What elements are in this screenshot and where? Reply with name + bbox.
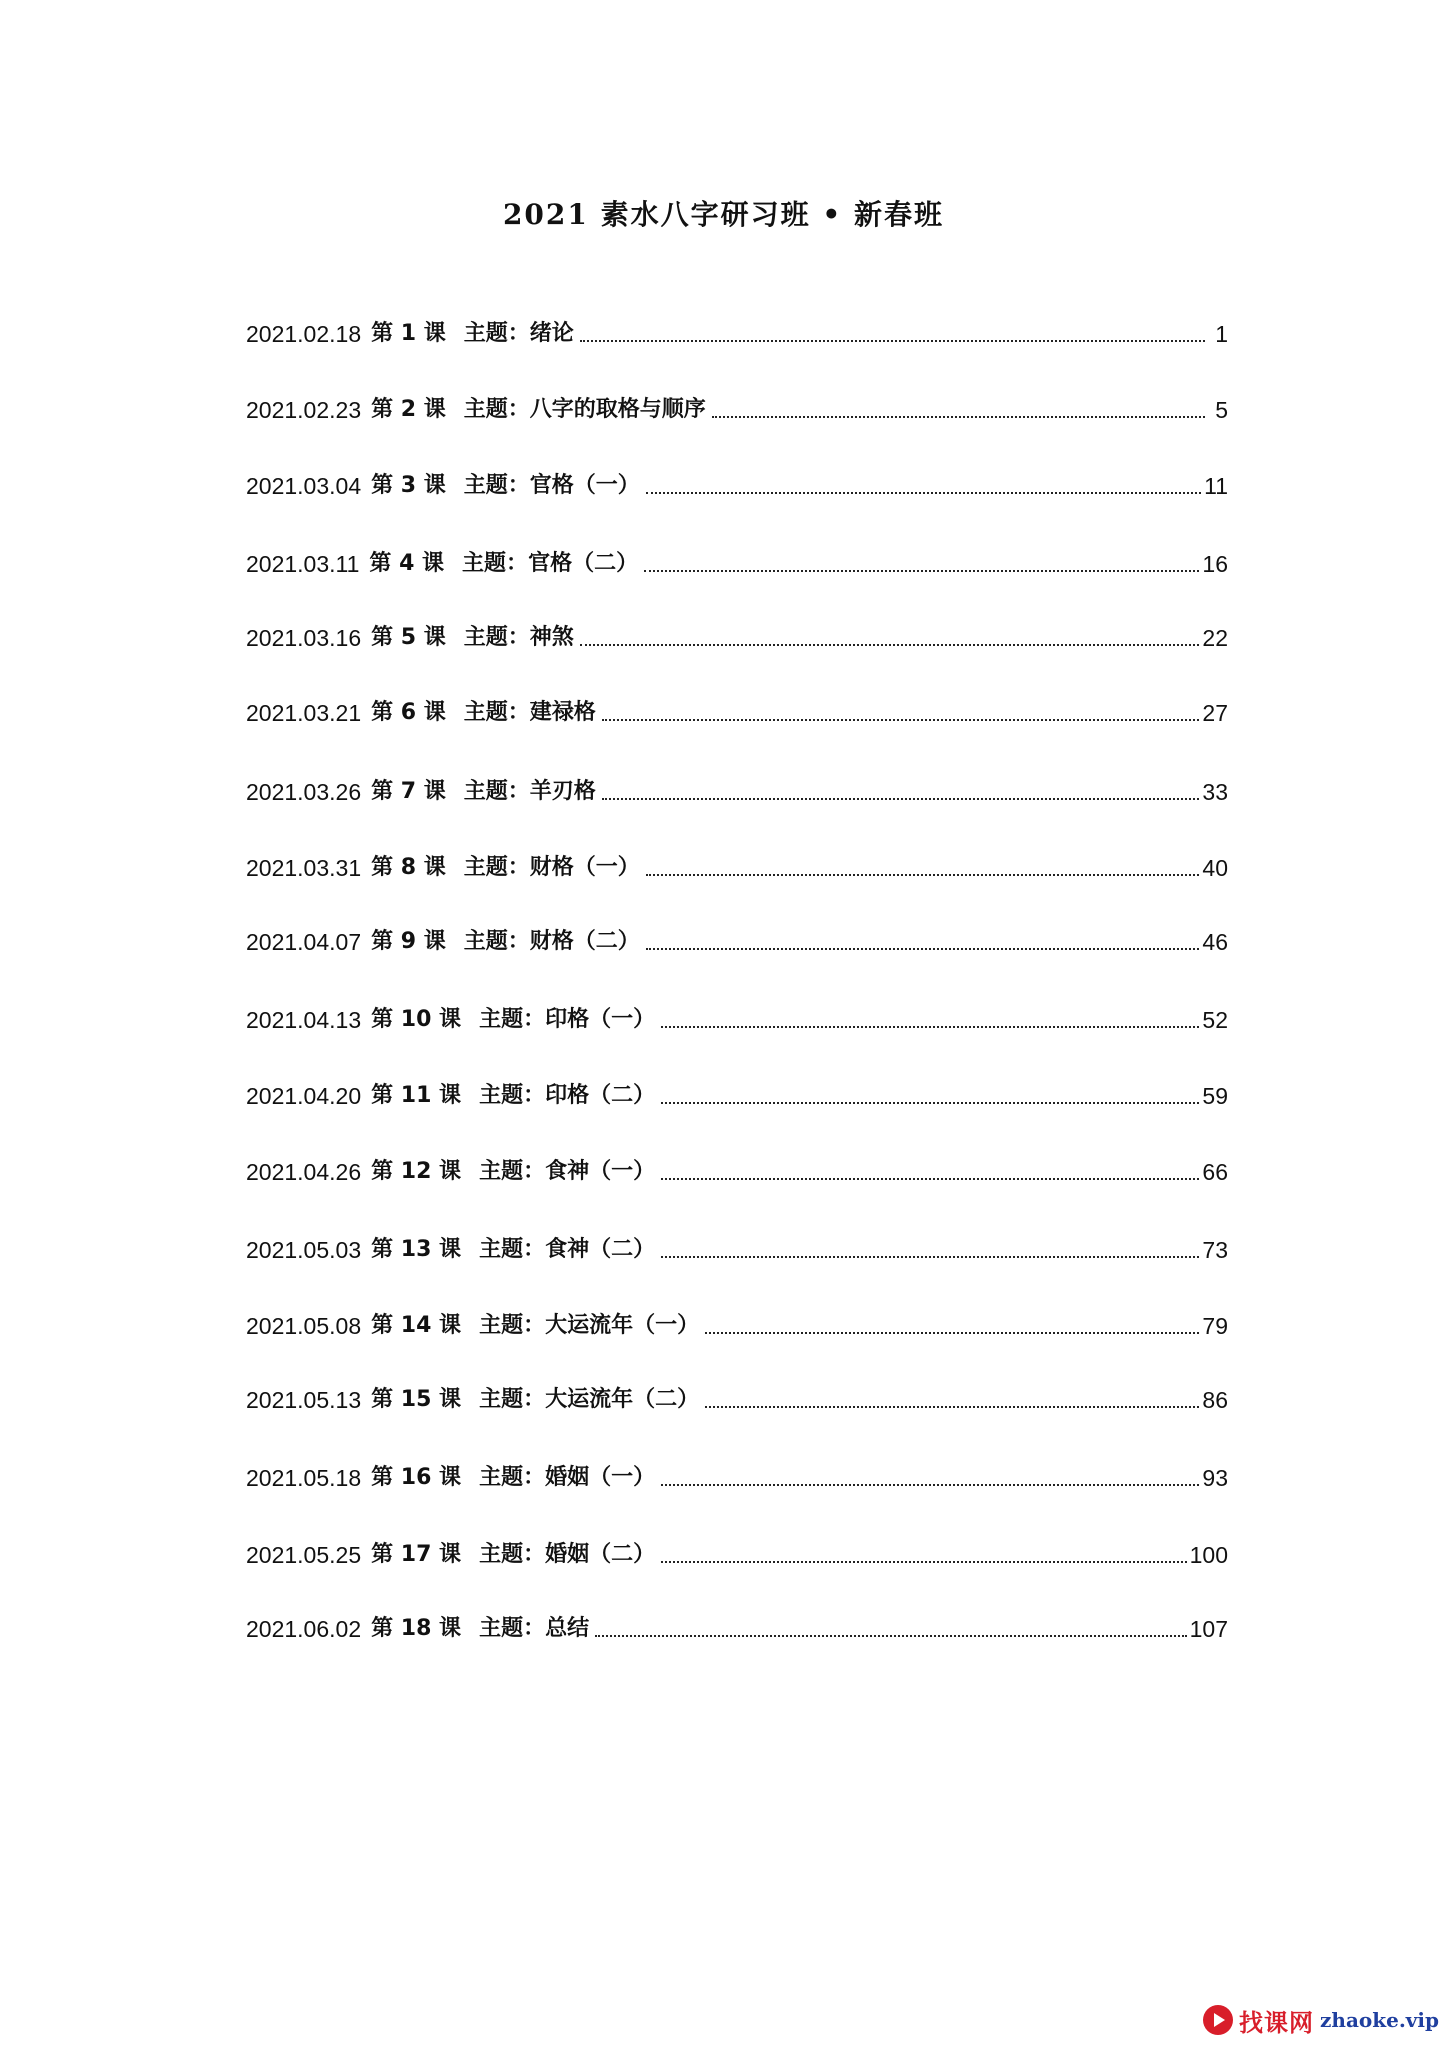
toc-entry-page-number: 86 [1202,1387,1228,1413]
toc-entry-page-number: 79 [1202,1313,1228,1339]
toc-entry-lesson: 第 3 课 [371,473,446,498]
toc-entry-leader-dots [646,873,1200,876]
toc-entry-lesson: 第 10 课 [371,1007,462,1032]
toc-entry-leader-dots [644,569,1199,572]
toc-entry-topic: 婚姻（一） [545,1465,656,1490]
toc-entry[interactable] [246,924,1228,956]
watermark-text-cn: 找课网 [1239,2008,1315,2037]
toc-entry-topic-label: 主题： [463,700,530,725]
toc-entry-leader-dots [712,415,1205,418]
toc-entry-topic: 大运流年（二） [545,1387,700,1412]
toc-entry-lesson: 第 9 课 [371,929,446,954]
toc-entry-topic: 大运流年（一） [545,1313,700,1338]
toc-entry-leader-dots [580,643,1200,646]
toc-entry-date: 2021.05.25 [246,1542,362,1568]
toc-entry-leader-dots [646,491,1201,494]
toc-entry[interactable] [246,1308,1228,1340]
toc-entry-lesson: 第 4 课 [369,551,445,576]
toc-entry-page-number: 52 [1202,1007,1228,1033]
toc-entry-topic: 财格（二） [529,929,640,954]
toc-entry-page-number: 66 [1202,1159,1228,1185]
toc-entry-topic: 食神（一） [545,1159,656,1184]
toc-entry-date: 2021.03.04 [246,473,362,499]
toc-entry-date: 2021.03.11 [246,551,360,577]
toc-entry[interactable] [246,392,1228,424]
toc-entry-page-number: 5 [1215,397,1228,423]
toc-entry[interactable] [246,620,1228,652]
toc-entry-topic: 婚姻（二） [545,1542,656,1567]
toc-entry-page-number: 46 [1202,929,1228,955]
toc-entry[interactable] [246,850,1228,882]
toc-entry-topic: 神煞 [529,625,574,650]
toc-entry-lesson: 第 16 课 [371,1465,462,1490]
toc-entry-topic: 印格（二） [545,1083,656,1108]
toc-entry[interactable] [246,1537,1228,1569]
toc-entry-topic-label: 主题： [463,321,530,346]
toc-entry-topic: 羊刃格 [529,779,596,804]
toc-entry-date: 2021.05.03 [246,1237,362,1263]
toc-entry[interactable] [246,774,1228,806]
toc-entry-page-number: 16 [1202,551,1228,577]
toc-entry-lesson: 第 1 课 [371,321,446,346]
toc-entry-lesson: 第 11 课 [371,1083,462,1108]
toc-entry-date: 2021.04.13 [246,1007,362,1033]
watermark-text-en: zhaoke.vip [1320,2008,1439,2032]
toc-entry[interactable] [246,1232,1228,1264]
toc-entry-page-number: 73 [1202,1237,1228,1263]
toc-entry-date: 2021.05.18 [246,1465,362,1491]
toc-entry-topic-label: 主题： [479,1159,546,1184]
toc-entry-page-number: 22 [1202,625,1228,651]
toc-entry[interactable] [246,1611,1228,1643]
toc-entry-page-number: 107 [1189,1616,1228,1642]
toc-entry[interactable] [246,468,1228,500]
toc-entry[interactable] [246,695,1228,727]
toc-entry-leader-dots [661,1101,1199,1104]
toc-entry-leader-dots [661,1177,1199,1180]
toc-entry-topic-label: 主题： [479,1007,546,1032]
toc-entry-leader-dots [595,1634,1187,1637]
toc-entry-topic: 建禄格 [529,700,596,725]
toc-entry-topic-label: 主题： [479,1237,546,1262]
toc-entry-topic-label: 主题： [463,397,530,422]
toc-entry-topic: 绪论 [529,321,574,346]
toc-entry-date: 2021.04.07 [246,929,362,955]
toc-entry-lesson: 第 12 课 [371,1159,462,1184]
toc-entry-topic: 官格（一） [529,473,640,498]
toc-entry-date: 2021.06.02 [246,1616,362,1642]
toc-entry[interactable] [246,546,1228,578]
toc-entry-topic-label: 主题： [479,1616,546,1641]
toc-entry[interactable] [246,316,1228,348]
toc-entry-date: 2021.03.21 [246,700,362,726]
play-icon [1203,2005,1233,2035]
toc-entry-leader-dots [580,339,1205,342]
toc-entry-topic-label: 主题： [463,855,530,880]
toc-entry-topic-label: 主题： [463,929,530,954]
toc-entry-date: 2021.03.26 [246,779,362,805]
toc-entry-page-number: 100 [1189,1542,1228,1568]
toc-entry-page-number: 93 [1202,1465,1228,1491]
toc-entry[interactable] [246,1460,1228,1492]
toc-entry-page-number: 40 [1202,855,1228,881]
toc-entry-topic-label: 主题： [479,1542,546,1567]
toc-entry-topic: 总结 [545,1616,590,1641]
toc-entry-lesson: 第 17 课 [371,1542,462,1567]
toc-entry-lesson: 第 15 课 [371,1387,462,1412]
toc-entry-lesson: 第 2 课 [371,397,446,422]
toc-entry-topic: 八字的取格与顺序 [529,397,706,422]
toc-entry-leader-dots [602,718,1200,721]
toc-entry-topic-label: 主题： [462,551,529,576]
toc-entry[interactable] [246,1002,1228,1034]
toc-entry-date: 2021.04.26 [246,1159,362,1185]
toc-entry[interactable] [246,1154,1228,1186]
toc-entry-topic-label: 主题： [463,473,530,498]
toc-entry[interactable] [246,1382,1228,1414]
toc-entry-topic: 官格（二） [528,551,639,576]
toc-entry-leader-dots [661,1483,1199,1486]
watermark [1203,2000,1439,2040]
toc-entry-page-number: 1 [1215,321,1228,347]
document-title: 2021 素水八字研习班 • 新春班 [502,198,945,231]
toc-entry-date: 2021.05.08 [246,1313,362,1339]
toc-entry-lesson: 第 7 课 [371,779,446,804]
toc-entry-leader-dots [646,947,1200,950]
toc-entry-leader-dots [661,1560,1187,1563]
toc-entry-topic: 食神（二） [545,1237,656,1262]
toc-entry-date: 2021.02.23 [246,397,362,423]
toc-entry-lesson: 第 8 课 [371,855,446,880]
toc-entry-page-number: 11 [1204,473,1228,499]
toc-entry-leader-dots [661,1025,1199,1028]
toc-entry-leader-dots [705,1405,1199,1408]
toc-entry-topic: 财格（一） [529,855,640,880]
toc-entry-date: 2021.02.18 [246,321,362,347]
toc-entry-topic-label: 主题： [463,625,530,650]
toc-entry-page-number: 33 [1202,779,1228,805]
toc-entry-leader-dots [661,1255,1199,1258]
toc-entry-topic-label: 主题： [479,1387,546,1412]
toc-entry-date: 2021.05.13 [246,1387,362,1413]
toc-entry-lesson: 第 18 课 [371,1616,462,1641]
toc-entry-topic-label: 主题： [463,779,530,804]
toc-entry-date: 2021.04.20 [246,1083,362,1109]
toc-entry-lesson: 第 13 课 [371,1237,462,1262]
toc-entry[interactable] [246,1078,1228,1110]
toc-entry-date: 2021.03.16 [246,625,362,651]
toc-entry-topic-label: 主题： [479,1465,546,1490]
toc-entry-leader-dots [705,1331,1199,1334]
toc-entry-topic-label: 主题： [479,1313,546,1338]
toc-entry-lesson: 第 5 课 [371,625,446,650]
toc-entry-lesson: 第 14 课 [371,1313,462,1338]
toc-entry-date: 2021.03.31 [246,855,362,881]
toc-entry-page-number: 59 [1202,1083,1228,1109]
toc-entry-page-number: 27 [1202,700,1228,726]
toc-entry-topic-label: 主题： [479,1083,546,1108]
toc-entry-lesson: 第 6 课 [371,700,446,725]
toc-entry-leader-dots [602,797,1200,800]
toc-entry-topic: 印格（一） [545,1007,656,1032]
